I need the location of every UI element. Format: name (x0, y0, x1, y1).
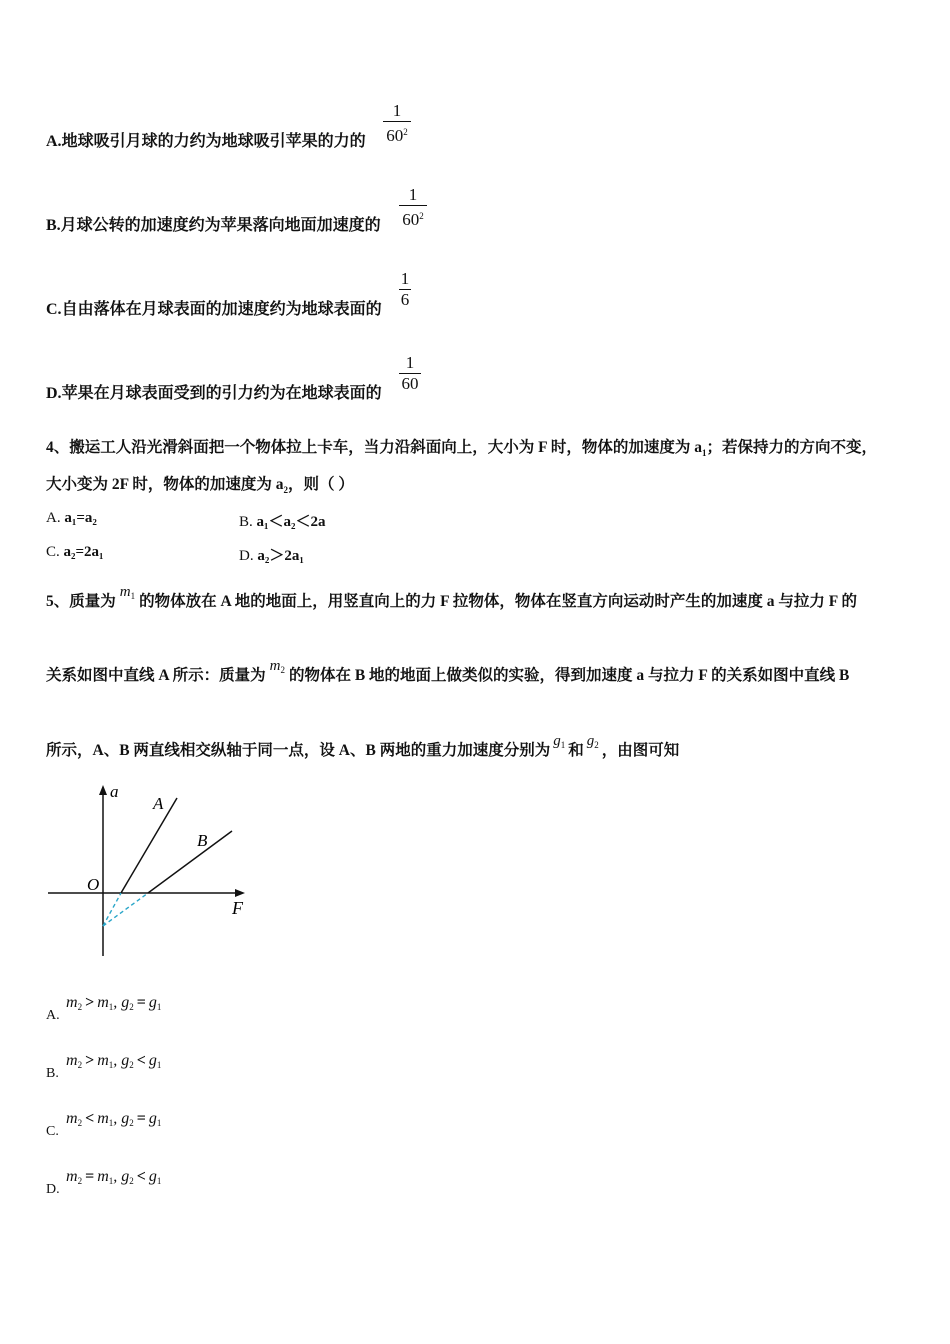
option-label: D. (46, 1182, 60, 1197)
q4-option-d (239, 544, 304, 565)
line-b-label: B (197, 831, 208, 850)
option-label: A. (46, 510, 61, 526)
line-a-extension (103, 893, 121, 926)
q5-option-a (46, 992, 246, 1032)
option-label: C. (46, 301, 62, 318)
fraction-numerator: 1 (405, 353, 415, 372)
option-text: a₁＜a₂＜2a (256, 514, 326, 530)
option-label: D. (46, 385, 62, 402)
q4-option-b (239, 510, 326, 531)
fraction (398, 353, 422, 394)
option-label: C. (46, 1124, 59, 1139)
y-axis-arrow-icon (99, 785, 107, 795)
option-text: 地球吸引月球的力约为地球吸引苹果的力的 (61, 133, 366, 150)
q3-option-c (46, 296, 382, 319)
option-expression: $m_2 > m_1$, $g_2 < g_1$ (66, 1052, 162, 1070)
option-text: a₁=a₂ (64, 510, 97, 526)
option-expression: $m_2 < m_1$, $g_2 = g_1$ (66, 1110, 162, 1128)
axis-y-label: a (110, 782, 119, 801)
q3-option-a (46, 128, 366, 151)
option-label: B. (239, 514, 253, 530)
x-axis-arrow-icon (235, 889, 245, 897)
option-text: 月球公转的加速度约为苹果落向地面加速度的 (60, 217, 381, 234)
fraction-denominator: $60^2$ (402, 210, 424, 229)
q5-stem-line1: 5、质量为$m_1$ 的物体放在 A 地的地面上，用竖直向上的力 F 拉物体，物体在竖直方向运动时产生的加速度 a 与拉力 F 的 (46, 584, 857, 610)
fraction (398, 185, 428, 230)
fraction-numerator: 1 (392, 101, 402, 120)
fraction-denominator: $60^2$ (386, 126, 408, 145)
q3-option-b (46, 212, 381, 235)
q4-option-c (46, 544, 104, 561)
q4-stem-line1: 4、搬运工人沿光滑斜面把一个物体拉上卡车，当力沿斜面向上，大小为 F 时，物体的加速度为 $a_1$；若保持力的方向不变， (46, 439, 878, 459)
option-label: C. (46, 544, 60, 560)
fraction (398, 269, 412, 310)
line-a (121, 798, 177, 893)
option-text: 自由落体在月球表面的加速度约为地球表面的 (61, 301, 382, 318)
line-b-extension (103, 893, 148, 926)
q5-option-b (46, 1050, 246, 1090)
fraction-numerator: 1 (408, 185, 418, 204)
option-text: a₂=2a₁ (63, 544, 104, 560)
option-label: B. (46, 1066, 59, 1081)
option-text: a₂＞2a₁ (257, 548, 304, 564)
fraction-numerator: 1 (400, 269, 410, 288)
fraction-denominator: 6 (400, 290, 410, 309)
q4-option-a (46, 510, 97, 527)
option-label: B. (46, 217, 61, 234)
option-label: A. (46, 133, 62, 150)
a-f-graph (44, 780, 254, 962)
q5-stem-line3: 所示，A、B 两直线相交纵轴于同一点，设 A、B 两地的重力加速度分别为$g_1$ 和$g_2$ ，由图可知 (46, 733, 680, 759)
q5-stem-line2: 关系如图中直线 A 所示：质量为$m_2$ 的物体在 B 地的地面上做类似的实验，得到加速度 a 与拉力 F 的关系如图中直线 B (46, 658, 850, 684)
fraction (382, 101, 412, 146)
q4-stem-line2: 大小变为 2F 时，物体的加速度为 $a_2$，则（ ） (46, 476, 354, 496)
q5-option-c (46, 1108, 246, 1148)
option-expression: $m_2 > m_1$, $g_2 = g_1$ (66, 994, 162, 1012)
axis-x-label: F (232, 898, 243, 918)
option-text: 苹果在月球表面受到的引力约为在地球表面的 (61, 385, 382, 402)
option-expression: $m_2 = m_1$, $g_2 < g_1$ (66, 1168, 162, 1186)
line-a-label: A (153, 794, 164, 813)
q3-option-d (46, 380, 382, 403)
q5-option-d (46, 1166, 246, 1206)
option-label: D. (239, 548, 254, 564)
option-label: A. (46, 1008, 60, 1023)
origin-label: O (87, 875, 100, 894)
line-b (148, 831, 232, 893)
fraction-denominator: 60 (401, 374, 419, 393)
